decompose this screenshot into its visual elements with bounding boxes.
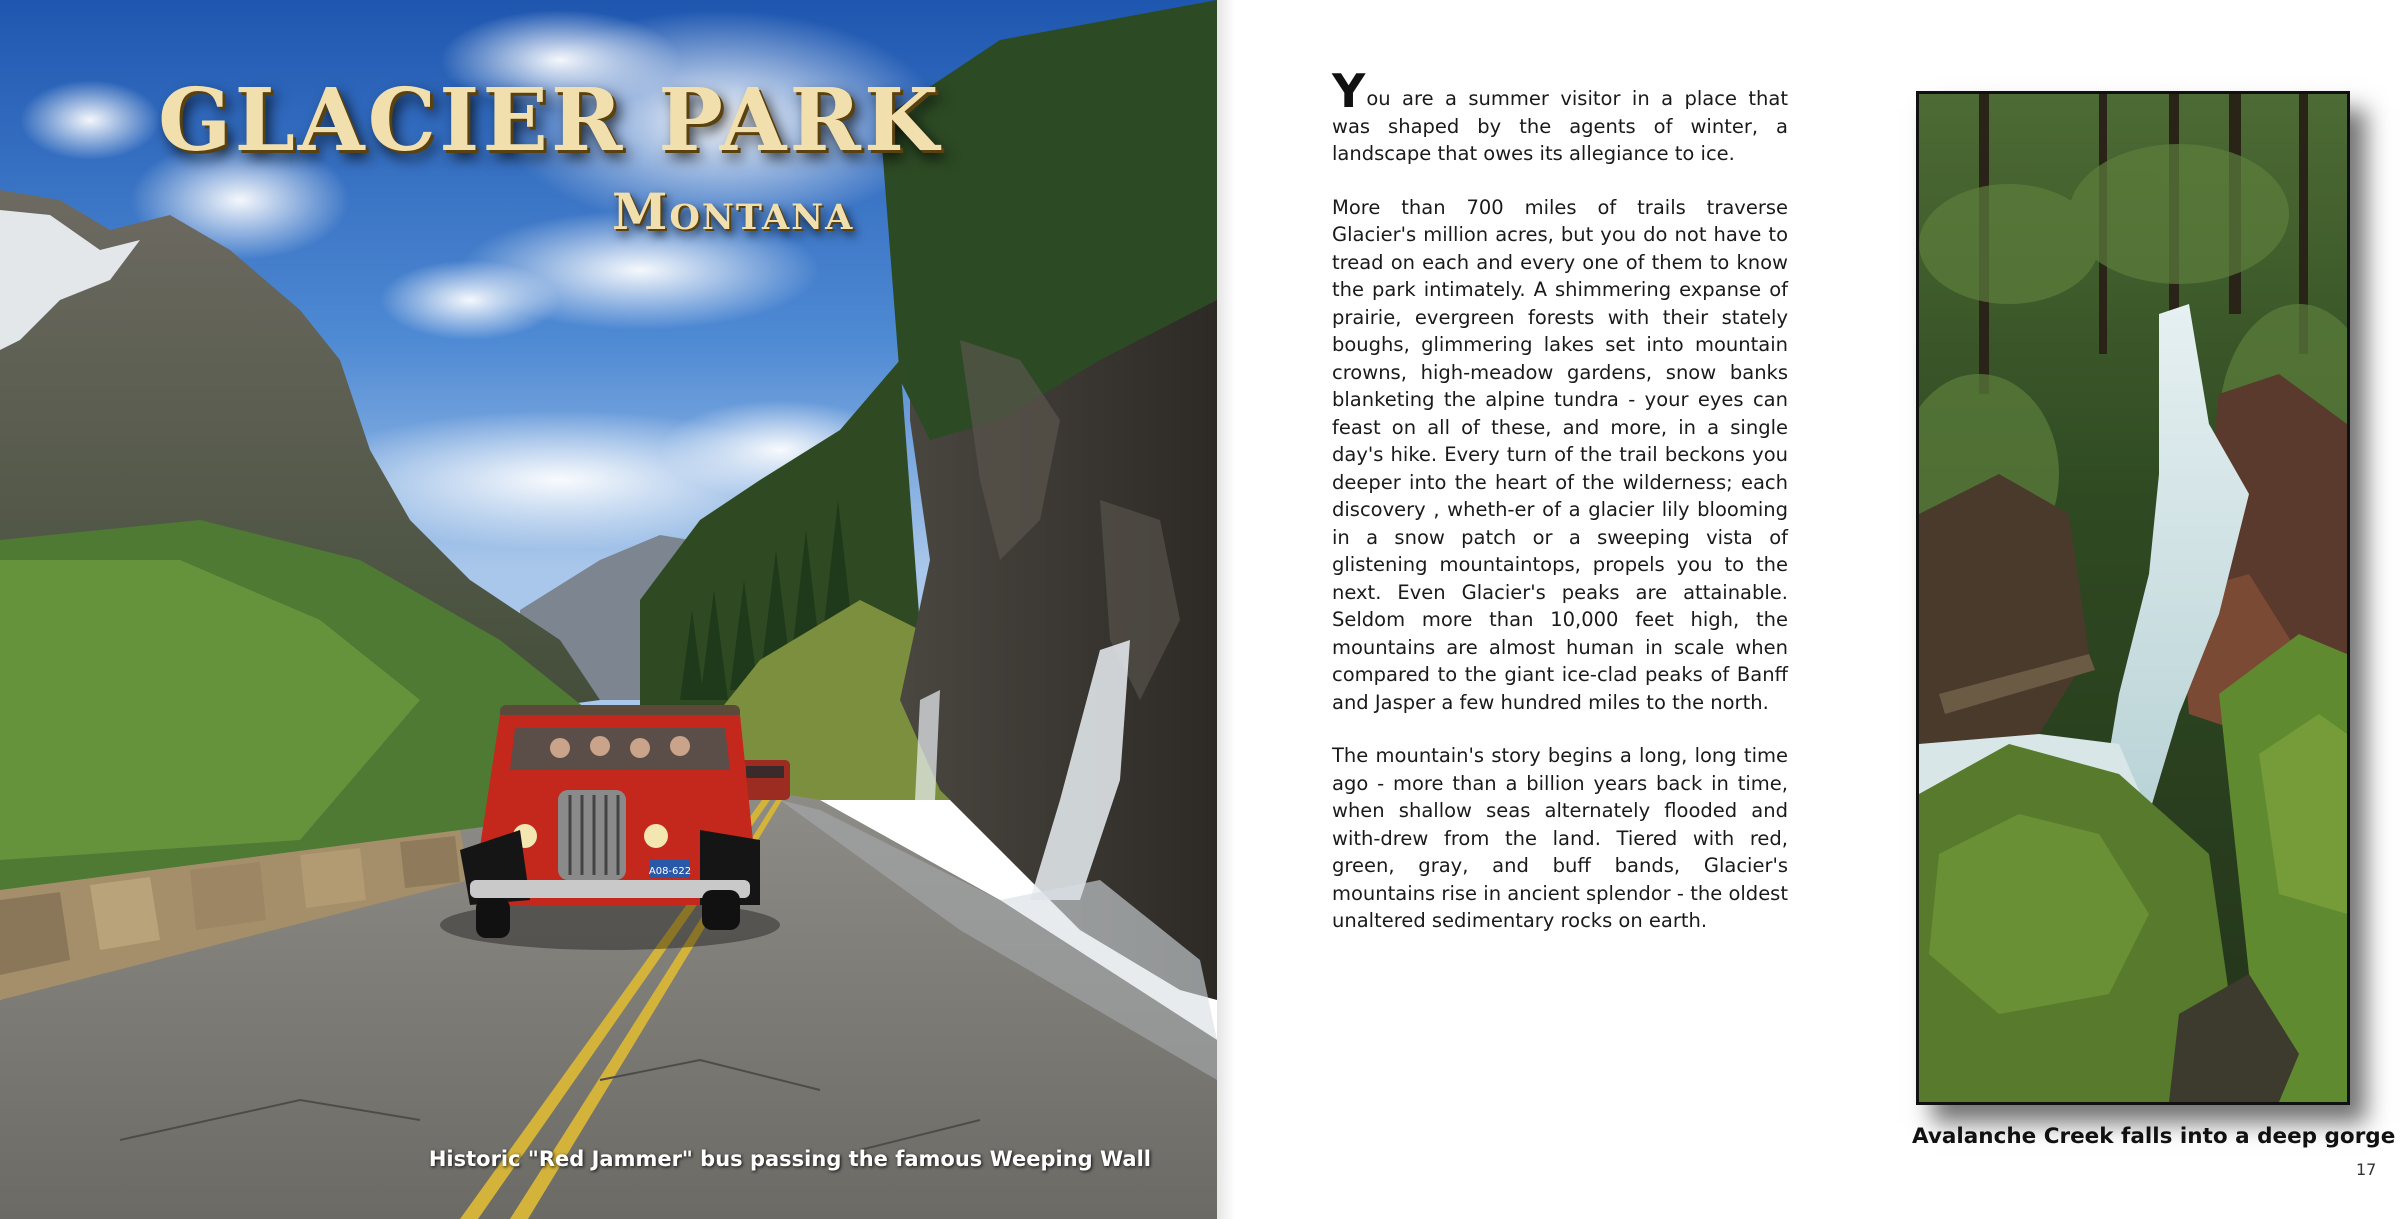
avalanche-creek-scene (1919, 94, 2347, 1102)
paragraph-1 (1332, 64, 1788, 168)
right-photo-caption: Avalanche Creek falls into a deep gorge (1912, 1124, 2396, 1149)
page-number: 17 (2356, 1160, 2377, 1179)
paragraph-1-text: ou are a summer visitor in a place that was shaped by the agents of winter, a landscape that owes its allegiance to ice. (1332, 87, 1788, 165)
gorge-photo (1916, 91, 2350, 1105)
left-photo-caption: Historic "Red Jammer" bus passing the famous Weeping Wall (428, 1147, 1151, 1171)
page-gutter-shadow (1217, 0, 1235, 1219)
paragraph-2: More than 700 miles of trails traverse Glacier's million acres, but you do not have to tread on each and every one of them to know the park intimately. A shimmering expanse of prairie, evergreen forests with their stately boughs, glimmering lakes set into mountain crowns, high-meadow gardens, snow banks blanketing the alpine tundra - your eyes can feast on all of these, and more, in a single day's hike. Every turn of the trail beckons you deeper into the heart of the wilderness; each discovery , wheth-er of a glacier lily blooming in a snow patch or a sweeping vista of glistening mountaintops, propels you to the next. Even Glacier's peaks are attainable. Seldom more than 10,000 feet high, the mountains are almost human in scale when compared to the giant ice-clad peaks of Banff and Jasper a few hundred miles to the north. (1332, 195, 1788, 714)
drop-cap: Y (1332, 64, 1366, 118)
cover-subtitle: Montana (612, 182, 855, 241)
body-text-column (1332, 64, 1788, 961)
bus-license-plate: A08-622 (648, 866, 692, 877)
paragraph-3: The mountain's story begins a long, long time ago - more than a billion years back in time, when shallow seas alternately flooded and with-drew from the land. Tiered with red, green, gray, and buff bands, Glacier's mountains rise in ancient splendor - the oldest unaltered sedimentary rocks on earth. (1332, 744, 1788, 932)
cover-title: GLACIER PARK (158, 70, 942, 171)
